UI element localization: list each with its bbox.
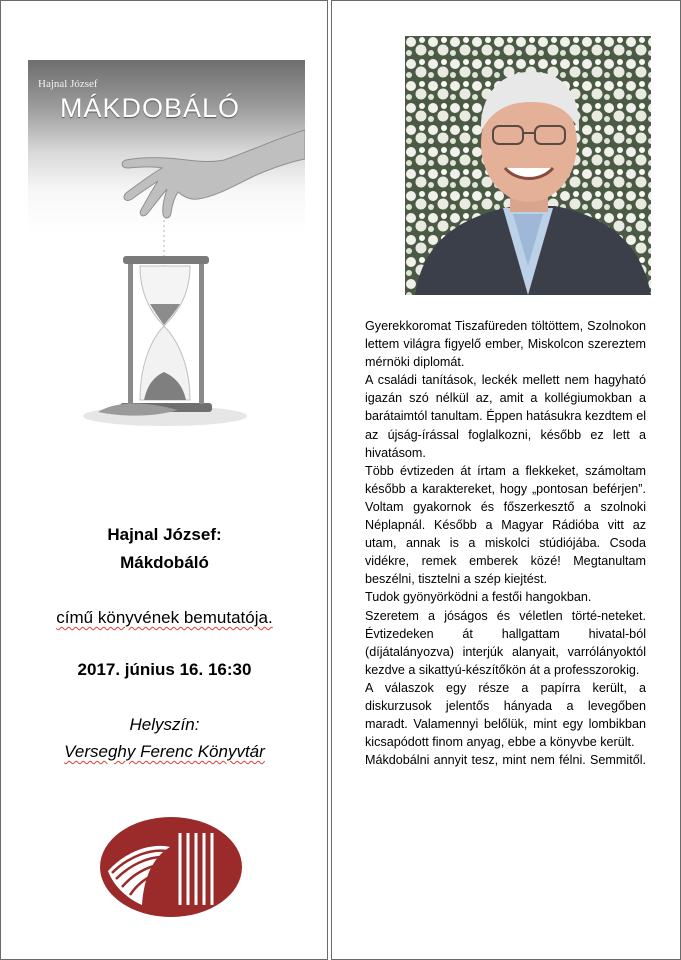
- bio-paragraph: A családi tanítások, leckék mellett nem hagyható igazán szó nélkül az, amit a kollégiumokban a barátaimtól tanultam. Éppen hatásukra kezdtem el az újság-írással foglalkozni, később ez lett a hivatásom.: [365, 373, 646, 460]
- event-datetime-text: 2017. június 16. 16:30: [77, 660, 252, 679]
- bio-paragraph: Tudok gyönyörködni a festői hangokban.: [365, 590, 592, 605]
- author-portrait: [405, 36, 651, 295]
- event-subtitle-text: című könyvének bemutatója.: [56, 608, 273, 627]
- event-book-title: [0, 553, 329, 573]
- event-subtitle: [0, 608, 329, 628]
- book-cover: [28, 60, 305, 445]
- bio-paragraph: Mákdobálni annyit tesz, mint nem félni. Semmitől.: [365, 753, 646, 768]
- bio-paragraph: Szeretem a jóságos és véletlen törté-neteket. Évtizedeken át hallgattam hivatal-ból (díjátalányozva) interjúk alanyait, varrólányoktól kezdve a sikattyú-készítőkön át a professzorokig.: [365, 608, 646, 677]
- portrait-image: [405, 36, 651, 295]
- venue-label: [0, 715, 329, 735]
- venue-name: [0, 742, 329, 762]
- cover-title: MÁKDOBÁLÓ: [60, 93, 241, 123]
- event-datetime: [0, 660, 329, 680]
- cover-author: Hajnal József: [38, 78, 98, 90]
- event-author: [0, 525, 329, 545]
- venue-name-text: Verseghy Ferenc Könyvtár: [64, 742, 265, 761]
- event-author-text: Hajnal József:: [107, 525, 222, 544]
- library-logo: [98, 815, 244, 919]
- hand-illustration: [122, 130, 305, 218]
- venue-label-text: Helyszín:: [129, 715, 200, 734]
- hourglass-illustration: [83, 256, 247, 426]
- bio-paragraph: Több évtizeden át írtam a flekkeket, számoltam később a karaktereket, hogy „pontosan beférjen”. Voltam gyakornok és főszerkesztő a szolnoki Néplapnál. Később a Magyar Rádióba vitt az utam, annak is a miskolci stúdiójába. Csoda vidékre, remek emberek közé! Megtanultam beszélni, tisztelni a szép kiejtést.: [365, 463, 646, 587]
- event-book-title-text: Mákdobáló: [120, 553, 209, 572]
- bio-paragraph: A válaszok egy része a papírra került, a diskurzusok jelentős hányada a levegőben maradt. Valamennyi belőlük, mint egy lombikban kicsapódott finom anyag, ebbe a könyvbe került.: [365, 680, 646, 750]
- panel-divider: [327, 0, 332, 960]
- bio-paragraph: Gyerekkoromat Tiszafüreden töltöttem, Szolnokon lettem világra figyelő ember, Miskolcon szereztem mérnöki diplomát.: [365, 319, 646, 370]
- author-biography: [365, 317, 646, 769]
